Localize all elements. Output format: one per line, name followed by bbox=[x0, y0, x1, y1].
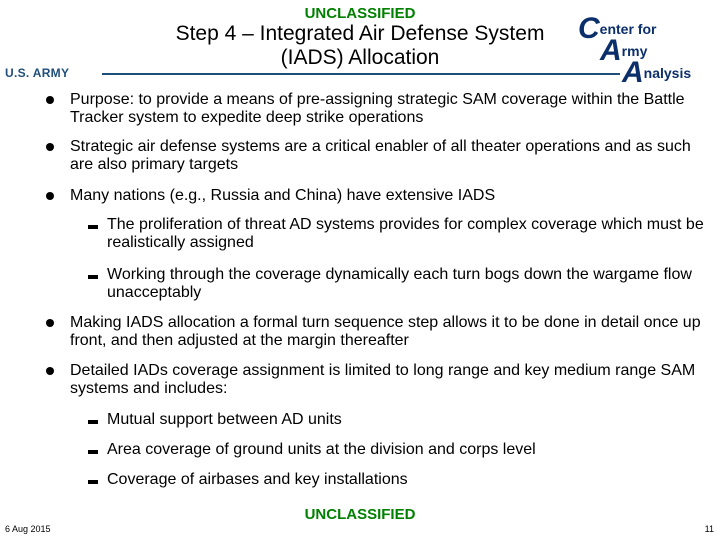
page-number: 11 bbox=[704, 524, 714, 534]
sub-bullet-5-2: Area coverage of ground units at the division and corps level bbox=[107, 441, 536, 458]
dash-bullet-icon bbox=[88, 275, 98, 279]
logo-text-analysis: nalysis bbox=[643, 65, 692, 81]
classification-banner-bottom: UNCLASSIFIED bbox=[304, 506, 416, 523]
bullet-dot-icon bbox=[46, 319, 54, 327]
bullet-dot-icon bbox=[46, 367, 54, 375]
sub-bullet-5-3: Coverage of airbases and key installations bbox=[107, 471, 408, 488]
bullet-item-3: Many nations (e.g., Russia and China) have extensive IADS bbox=[70, 187, 496, 204]
dash-bullet-icon bbox=[88, 225, 98, 229]
bullet-dot-icon bbox=[46, 192, 54, 200]
dash-bullet-icon bbox=[88, 420, 98, 424]
bullet-dot-icon bbox=[46, 96, 54, 104]
logo-text-center-for: enter for bbox=[599, 21, 657, 37]
bullet-item-1: Purpose: to provide a means of pre-assigning strategic SAM coverage within the Battle Tracker system to expedite deep strike operations bbox=[70, 91, 685, 126]
bullet-item-5: Detailed IADs coverage assignment is limited to long range and key medium range SAM systems and includes: bbox=[70, 362, 696, 397]
classification-banner-top: UNCLASSIFIED bbox=[304, 5, 416, 22]
footer-date: 6 Aug 2015 bbox=[5, 524, 51, 534]
slide-title bbox=[130, 22, 590, 70]
header-divider bbox=[102, 73, 620, 75]
slide-title-line2: (IADS) Allocation bbox=[280, 46, 440, 69]
sub-bullet-3-2: Working through the coverage dynamically each turn bogs down the wargame flow unacceptably bbox=[107, 266, 692, 301]
sub-bullet-3-1: The proliferation of threat AD systems provides for complex coverage which must be realistically assigned bbox=[107, 216, 704, 251]
logo-letter-c: C bbox=[578, 12, 600, 45]
logo-row-analysis bbox=[622, 56, 691, 90]
logo-letter-a2: A bbox=[622, 56, 644, 89]
center-for-army-analysis-logo bbox=[578, 12, 718, 90]
bullet-item-2: Strategic air defense systems are a critical enabler of all theater operations and as such are also primary targets bbox=[70, 138, 691, 173]
logo-text-army: rmy bbox=[621, 43, 648, 59]
us-army-label: U.S. ARMY bbox=[5, 66, 70, 80]
slide-title-line1: Step 4 – Integrated Air Defense System bbox=[175, 22, 545, 45]
sub-bullet-5-1: Mutual support between AD units bbox=[107, 411, 342, 428]
logo-letter-a1: A bbox=[600, 34, 622, 67]
bullet-item-4: Making IADS allocation a formal turn sequence step allows it to be done in detail once up front, and then adjusted at the margin thereafter bbox=[70, 314, 701, 349]
dash-bullet-icon bbox=[88, 480, 98, 484]
bullet-dot-icon bbox=[46, 143, 54, 151]
dash-bullet-icon bbox=[88, 450, 98, 454]
